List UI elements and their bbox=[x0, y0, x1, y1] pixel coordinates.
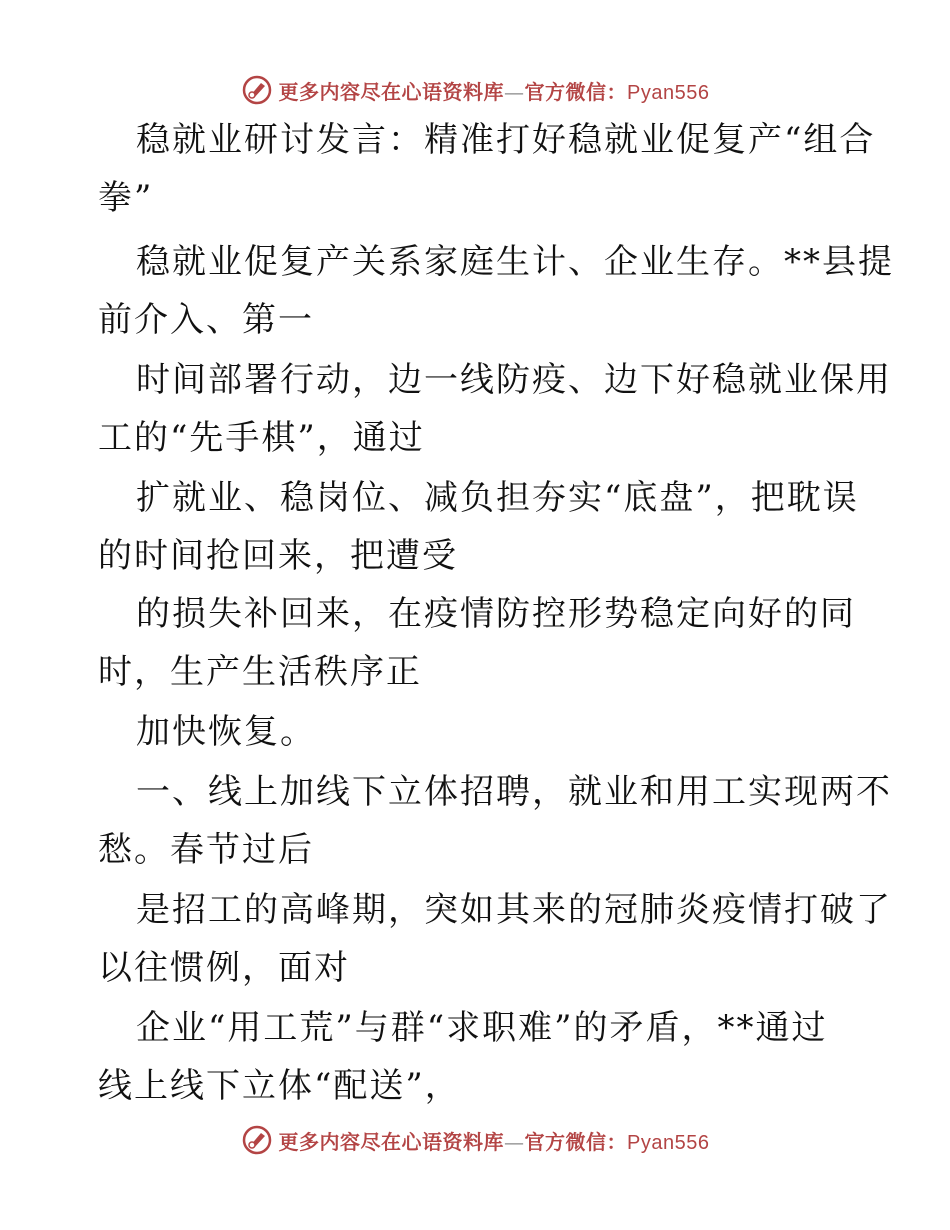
paragraph-line: 前介入、第一 bbox=[98, 300, 314, 340]
paragraph-line: 扩就业、稳岗位、减负担夯实“底盘”，把耽误 bbox=[136, 478, 859, 518]
paragraph-line: 以往惯例，面对 bbox=[98, 948, 350, 988]
header-watermark bbox=[0, 70, 950, 110]
paragraph-line: 加快恢复。 bbox=[136, 712, 316, 752]
watermark-text bbox=[279, 1126, 710, 1155]
paragraph-line: 的时间抢回来，把遭受 bbox=[98, 536, 458, 576]
watermark-site-name: 更多内容尽在心语资料库 bbox=[278, 1129, 505, 1154]
watermark-text bbox=[279, 76, 710, 105]
paragraph-line: 线上线下立体“配送”， bbox=[98, 1066, 461, 1106]
doc-title-line-cont: 拳” bbox=[98, 178, 154, 218]
quill-seal-icon bbox=[241, 74, 273, 106]
section-heading-line: 一、线上加线下立体招聘，就业和用工实现两不 bbox=[136, 772, 892, 812]
quill-seal-icon bbox=[241, 1124, 273, 1156]
paragraph-line: 时间部署行动，边一线防疫、边下好稳就业保用 bbox=[136, 360, 892, 400]
doc-title-line: 稳就业研讨发言：精准打好稳就业促复产“组合 bbox=[136, 120, 876, 160]
watermark-dash: — bbox=[504, 79, 525, 104]
paragraph-line: 稳就业促复产关系家庭生计、企业生存。**县提 bbox=[136, 242, 894, 282]
paragraph-line: 企业“用工荒”与群“求职难”的矛盾，**通过 bbox=[136, 1008, 828, 1048]
paragraph-line: 是招工的高峰期，突如其来的冠肺炎疫情打破了 bbox=[136, 890, 892, 930]
paragraph-line: 的损失补回来，在疫情防控形势稳定向好的同 bbox=[136, 594, 856, 634]
watermark-wechat-label: 官方微信： bbox=[524, 79, 628, 104]
paragraph-line: 工的“先手棋”，通过 bbox=[98, 418, 425, 458]
footer-watermark bbox=[0, 1120, 950, 1160]
watermark-dash: — bbox=[504, 1129, 525, 1154]
paragraph-line: 时，生产生活秩序正 bbox=[98, 652, 422, 692]
watermark-site-name: 更多内容尽在心语资料库 bbox=[278, 79, 505, 104]
paragraph-line: 愁。春节过后 bbox=[98, 830, 314, 870]
watermark-wechat-id: Pyan556 bbox=[627, 81, 710, 104]
watermark-wechat-label: 官方微信： bbox=[524, 1129, 628, 1154]
watermark-wechat-id: Pyan556 bbox=[627, 1131, 710, 1154]
